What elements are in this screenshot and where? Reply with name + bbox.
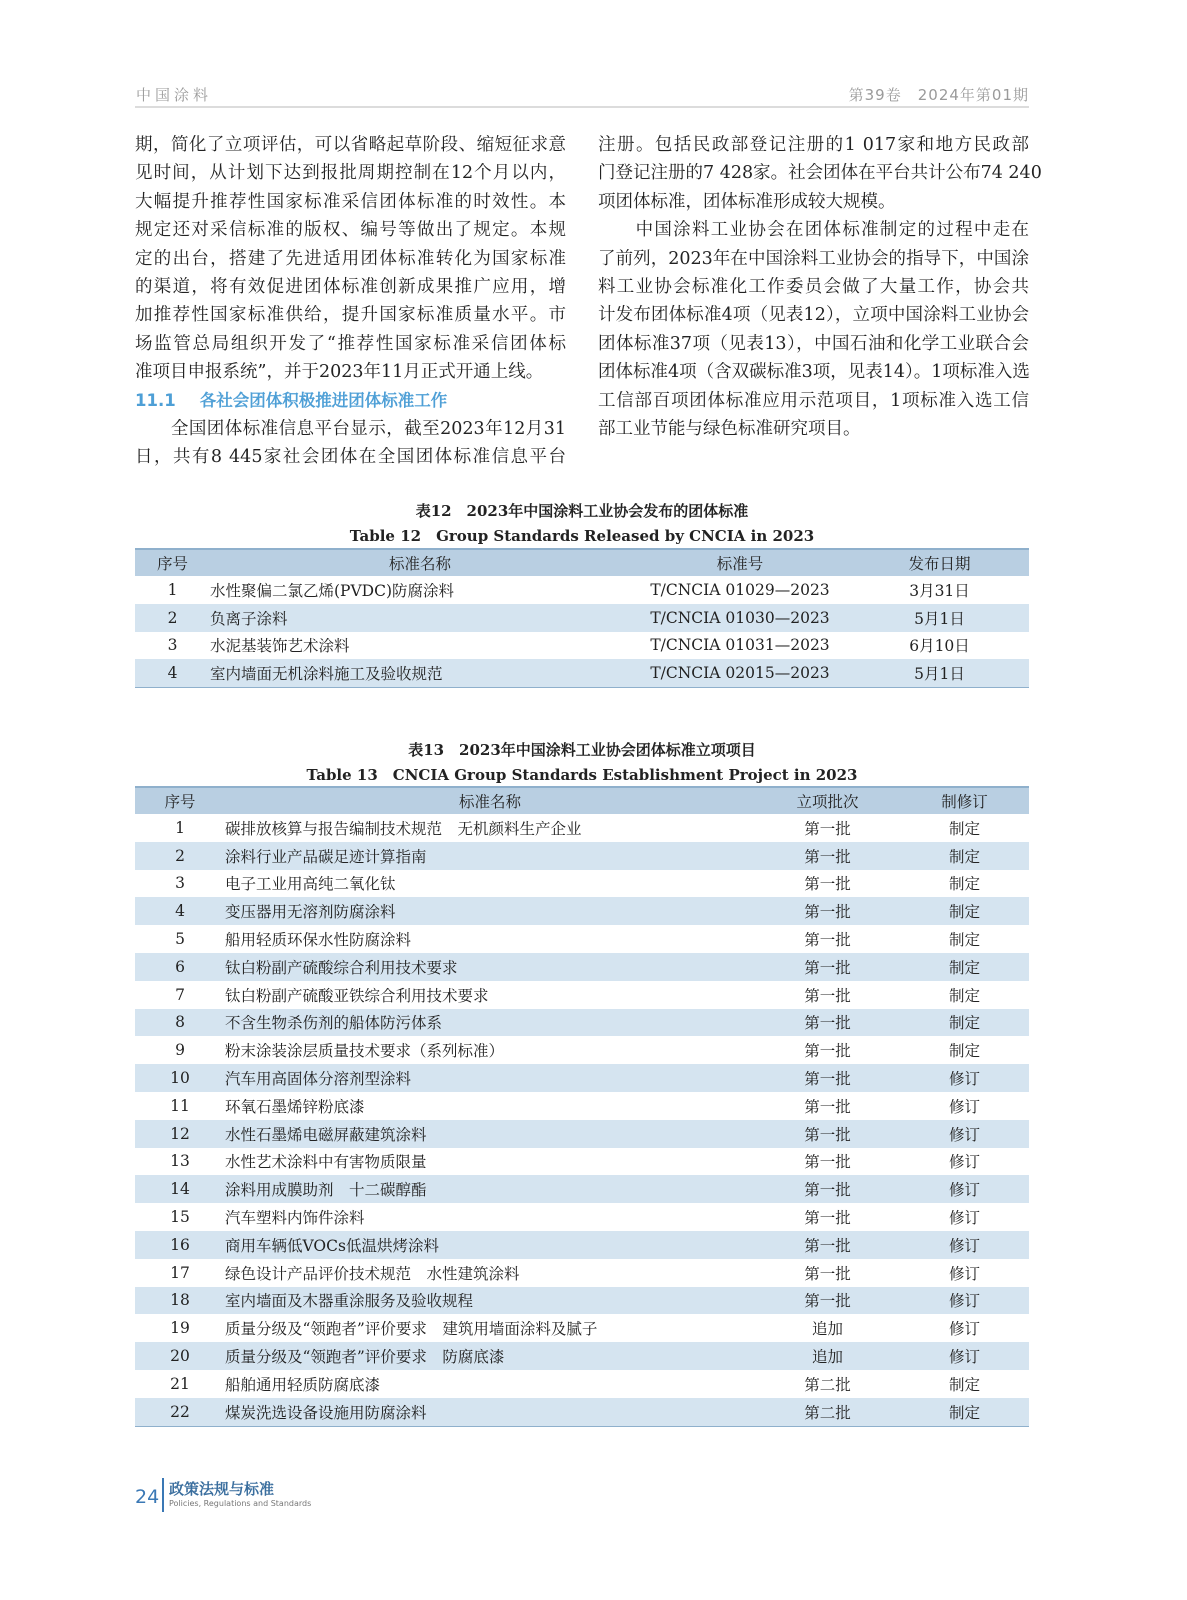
table-cell: 1 [167, 580, 178, 599]
table-cell: 6月10日 [909, 637, 970, 656]
table-cell: 15 [170, 1208, 190, 1227]
table12-caption-en: Table 12 Group Standards Released by CNCIA in 2023 [349, 527, 815, 545]
left-column [135, 131, 566, 472]
table-cell: 第一批 [804, 1209, 851, 1228]
table-row [135, 576, 1029, 604]
table-cell: 修订 [900, 1287, 1029, 1315]
text-line: 团体标准4项（含双碳标准3项，见表14）。1项标准入选 [598, 362, 1030, 383]
table-cell: 21 [170, 1374, 190, 1393]
table-cell: 水泥基装饰艺术涂料 [210, 637, 350, 656]
table-cell: 17 [170, 1263, 190, 1282]
table-cell: 第一批 [804, 1097, 851, 1116]
text-line: 注册。包括民政部登记注册的1 017家和地方民政部 [598, 135, 1029, 155]
table13-caption-en: Table 13 CNCIA Group Standards Establishment Project in 2023 [306, 766, 858, 784]
table-cell: 制定 [948, 986, 980, 1005]
table-row [135, 1092, 1029, 1120]
table-header-row [135, 787, 1029, 814]
page-number: 24 [135, 1486, 160, 1508]
table-row [135, 1120, 1029, 1148]
table-cell: 制定 [900, 842, 1029, 870]
table-cell: 修订 [948, 1264, 980, 1283]
table-cell: 修订 [900, 1064, 1029, 1092]
table-cell: 制定 [948, 931, 980, 950]
table-cell: 2 [135, 842, 225, 870]
table-cell: 5月1日 [850, 659, 1029, 687]
table-cell: 第一批 [755, 953, 900, 981]
table-row [135, 953, 1029, 981]
table-cell: 13 [170, 1152, 190, 1171]
table-cell: 制定 [900, 1398, 1029, 1426]
table-cell: 8 [135, 1009, 225, 1037]
table-cell: 追加 [755, 1342, 900, 1370]
table-cell: 制定 [948, 875, 980, 894]
table-row [135, 925, 1029, 953]
table-cell: 2 [135, 604, 210, 632]
table-cell: T/CNCIA 01029—2023 [650, 580, 830, 599]
table-cell: 第一批 [755, 897, 900, 925]
table-cell: 水性艺术涂料中有害物质限量 [225, 1153, 427, 1172]
table-cell: 船舶通用轻质防腐底漆 [225, 1375, 381, 1394]
table-row [135, 842, 1029, 870]
text-line: 加推荐性国家标准供给，提升国家标准质量水平。市 [135, 305, 566, 326]
table-cell: 7 [175, 985, 185, 1004]
table-cell: 22 [135, 1398, 225, 1426]
text-line: 见时间，从计划下达到报批周期控制在12个月以内， [135, 163, 566, 184]
text-line: 的渠道，将有效促进团体标准创新成果推广应用，增 [135, 276, 566, 297]
text-line: 团体标准37项（见表13），中国石油和化学工业联合会 [598, 333, 1029, 354]
table-cell: 制定 [948, 1375, 980, 1394]
table-cell: 船用轻质环保水性防腐涂料 [225, 931, 412, 950]
text-line: 工信部百项团体标准应用示范项目，1项标准入选工信 [598, 390, 1029, 411]
table-row [135, 632, 1029, 660]
table-row [135, 1175, 1029, 1203]
table-cell: 第一批 [755, 1064, 900, 1092]
column-header: 立项批次 [755, 787, 900, 814]
table-header-row [135, 549, 1029, 576]
table-cell: 12 [135, 1120, 225, 1148]
table-cell: 第二批 [755, 1398, 900, 1426]
paragraph [598, 216, 1029, 443]
table-cell: 4 [135, 897, 225, 925]
table-cell: T/CNCIA 01030—2023 [630, 604, 850, 632]
issue-info: 第39卷 2024年第01期 [848, 86, 1029, 104]
table-cell: 5 [175, 930, 185, 949]
table-row [135, 981, 1029, 1009]
table-row [135, 1148, 1029, 1176]
table-cell: 汽车塑料内饰件涂料 [225, 1209, 365, 1228]
column-header: 标准名称 [210, 549, 630, 576]
header-rule [135, 106, 1029, 108]
table-cell: 11 [170, 1096, 190, 1115]
text-line: 项团体标准，团体标准形成较大规模。 [598, 191, 896, 212]
text-line: 规定还对采信标准的版权、编号等做出了规定。本规 [135, 220, 566, 241]
text-line: 中国涂料工业协会在团体标准制定的过程中走在 [598, 220, 1029, 241]
table-cell: 粉末涂装涂层质量技术要求（系列标准） [225, 1042, 505, 1061]
table-row [135, 1342, 1029, 1370]
table-cell: 不含生物杀伤剂的船体防污体系 [225, 1009, 755, 1037]
table-cell: 第一批 [804, 1264, 851, 1283]
table-cell: 第一批 [804, 986, 851, 1005]
table-row [135, 870, 1029, 898]
table-cell: 14 [135, 1175, 225, 1203]
table-cell: 碳排放核算与报告编制技术规范 无机颜料生产企业 [225, 819, 582, 838]
paragraph [135, 415, 566, 472]
paragraph [135, 131, 566, 387]
table-cell: 第一批 [755, 1231, 900, 1259]
table-cell: 涂料用成膜助剂 十二碳醇酯 [225, 1175, 755, 1203]
text-line: 了前列，2023年在中国涂料工业协会的指导下，中国涂 [598, 248, 1029, 269]
table-cell: 1 [175, 818, 185, 837]
table-row [135, 1231, 1029, 1259]
text-line: 门登记注册的7 428家。社会团体在平台共计公布74 240 [598, 163, 1042, 184]
footer-section-en: Policies, Regulations and Standards [169, 1499, 312, 1508]
column-header: 序号 [135, 549, 210, 576]
text-line: 料工业协会标准化工作委员会做了大量工作，协会共 [598, 276, 1029, 297]
text-line: 部工业节能与绿色标准研究项目。 [598, 418, 861, 439]
text-line: 全国团体标准信息平台显示，截至2023年12月31 [135, 418, 566, 439]
table13-caption-cn: 表13 2023年中国涂料工业协会团体标准立项项目 [408, 741, 756, 759]
table-cell: 环氧石墨烯锌粉底漆 [225, 1097, 365, 1116]
table-cell: 6 [135, 953, 225, 981]
table-row [135, 1259, 1029, 1287]
table-cell: 4 [135, 659, 210, 687]
table-cell: 第一批 [755, 1009, 900, 1037]
table-cell: 第一批 [755, 1120, 900, 1148]
table-cell: 19 [170, 1319, 190, 1338]
table-cell: 第一批 [804, 931, 851, 950]
table-row [135, 1370, 1029, 1398]
table-cell: 3月31日 [909, 581, 970, 600]
table-cell: T/CNCIA 01031—2023 [650, 636, 830, 655]
table-row [135, 897, 1029, 925]
table-cell: 负离子涂料 [210, 604, 630, 632]
text-line: 计发布团体标准4项（见表12），立项中国涂料工业协会 [598, 305, 1029, 326]
paragraph [598, 131, 1042, 216]
table-cell: 涂料行业产品碳足迹计算指南 [225, 842, 755, 870]
table-cell: 3 [175, 874, 185, 893]
table-cell: 5月1日 [850, 604, 1029, 632]
text-line: 大幅提升推荐性国家标准采信团体标准的时效性。本 [135, 191, 566, 212]
table-cell: 第一批 [804, 1042, 851, 1061]
table-cell: 室内墙面及木器重涂服务及验收规程 [225, 1287, 755, 1315]
table-cell: 变压器用无溶剂防腐涂料 [225, 897, 755, 925]
table-cell: 钛白粉副产硫酸综合利用技术要求 [225, 953, 755, 981]
table-cell: 修订 [900, 1120, 1029, 1148]
table-cell: 追加 [811, 1320, 843, 1339]
column-header: 发布日期 [850, 549, 1029, 576]
column-header: 标准名称 [225, 787, 755, 814]
table-cell: 修订 [948, 1097, 980, 1116]
table-row [135, 1009, 1029, 1037]
table-cell: 制定 [948, 819, 980, 838]
table-cell: 9 [175, 1041, 185, 1060]
table-cell: 3 [167, 636, 178, 655]
table-cell: 煤炭洗选设备设施用防腐涂料 [225, 1398, 755, 1426]
table-row [135, 1064, 1029, 1092]
footer-section-cn: 政策法规与标准 [169, 1480, 275, 1498]
table-cell: 商用车辆低VOCs低温烘烤涂料 [225, 1231, 755, 1259]
section-number: 11.1 [135, 390, 176, 410]
table-cell: 修订 [900, 1231, 1029, 1259]
table-cell: 电子工业用高纯二氧化钛 [225, 875, 396, 894]
section-title: 各社会团体积极推进团体标准工作 [199, 390, 448, 410]
table-cell: 水性石墨烯电磁屏蔽建筑涂料 [225, 1120, 755, 1148]
table-cell: 制定 [948, 1042, 980, 1061]
table-row [135, 1314, 1029, 1342]
table-cell: 第一批 [804, 875, 851, 894]
table-row [135, 659, 1029, 687]
table-cell: 水性聚偏二氯乙烯(PVDC)防腐涂料 [210, 581, 455, 600]
table-cell: 第一批 [804, 1153, 851, 1172]
table-cell: 制定 [900, 897, 1029, 925]
table-cell: 第一批 [755, 1287, 900, 1315]
table-cell: 钛白粉副产硫酸亚铁综合利用技术要求 [225, 986, 489, 1005]
table-cell: 绿色设计产品评价技术规范 水性建筑涂料 [225, 1264, 520, 1283]
table-cell: 制定 [900, 1009, 1029, 1037]
table-cell: 第一批 [804, 819, 851, 838]
footer-divider [162, 1478, 164, 1512]
table-cell: 10 [135, 1064, 225, 1092]
table-cell: 修订 [900, 1342, 1029, 1370]
table-cell: 修订 [900, 1175, 1029, 1203]
text-line: 定的出台，搭建了先进适用团体标准转化为国家标准 [135, 248, 566, 269]
right-column [598, 131, 1042, 443]
table-cell: 修订 [948, 1209, 980, 1228]
table-cell: 室内墙面无机涂料施工及验收规范 [210, 659, 630, 687]
table-cell: 20 [135, 1342, 225, 1370]
text-line: 准项目申报系统”，并于2023年11月正式开通上线。 [135, 362, 544, 383]
table-cell: 修订 [948, 1320, 980, 1339]
table-cell: 汽车用高固体分溶剂型涂料 [225, 1064, 755, 1092]
text-line: 场监管总局组织开发了“推荐性国家标准采信团体标 [135, 333, 566, 354]
table-row [135, 604, 1029, 632]
section-heading [135, 387, 566, 415]
table-cell: T/CNCIA 02015—2023 [630, 659, 850, 687]
table-cell: 第一批 [755, 1175, 900, 1203]
table-cell: 18 [135, 1287, 225, 1315]
column-header: 制修订 [900, 787, 1029, 814]
table12 [135, 548, 1029, 688]
table-cell: 质量分级及“领跑者”评价要求 建筑用墙面涂料及腻子 [225, 1320, 598, 1339]
table-row [135, 814, 1029, 842]
table-cell: 第一批 [755, 842, 900, 870]
text-line: 日，共有8 445家社会团体在全国团体标准信息平台 [135, 447, 566, 468]
table-row [135, 1398, 1029, 1426]
table13 [135, 786, 1029, 1427]
journal-name: 中国涂料 [136, 86, 213, 104]
table12-caption-cn: 表12 2023年中国涂料工业协会发布的团体标准 [415, 502, 749, 520]
table-cell: 16 [135, 1231, 225, 1259]
table-cell: 质量分级及“领跑者”评价要求 防腐底漆 [225, 1342, 755, 1370]
text-line: 期，简化了立项评估，可以省略起草阶段、缩短征求意 [135, 135, 566, 155]
column-header: 标准号 [630, 549, 850, 576]
table-row [135, 1287, 1029, 1315]
table-cell: 第二批 [804, 1375, 851, 1394]
table-cell: 制定 [900, 953, 1029, 981]
table-cell: 修订 [948, 1153, 980, 1172]
table-row [135, 1036, 1029, 1064]
column-header: 序号 [135, 787, 225, 814]
table-row [135, 1203, 1029, 1231]
